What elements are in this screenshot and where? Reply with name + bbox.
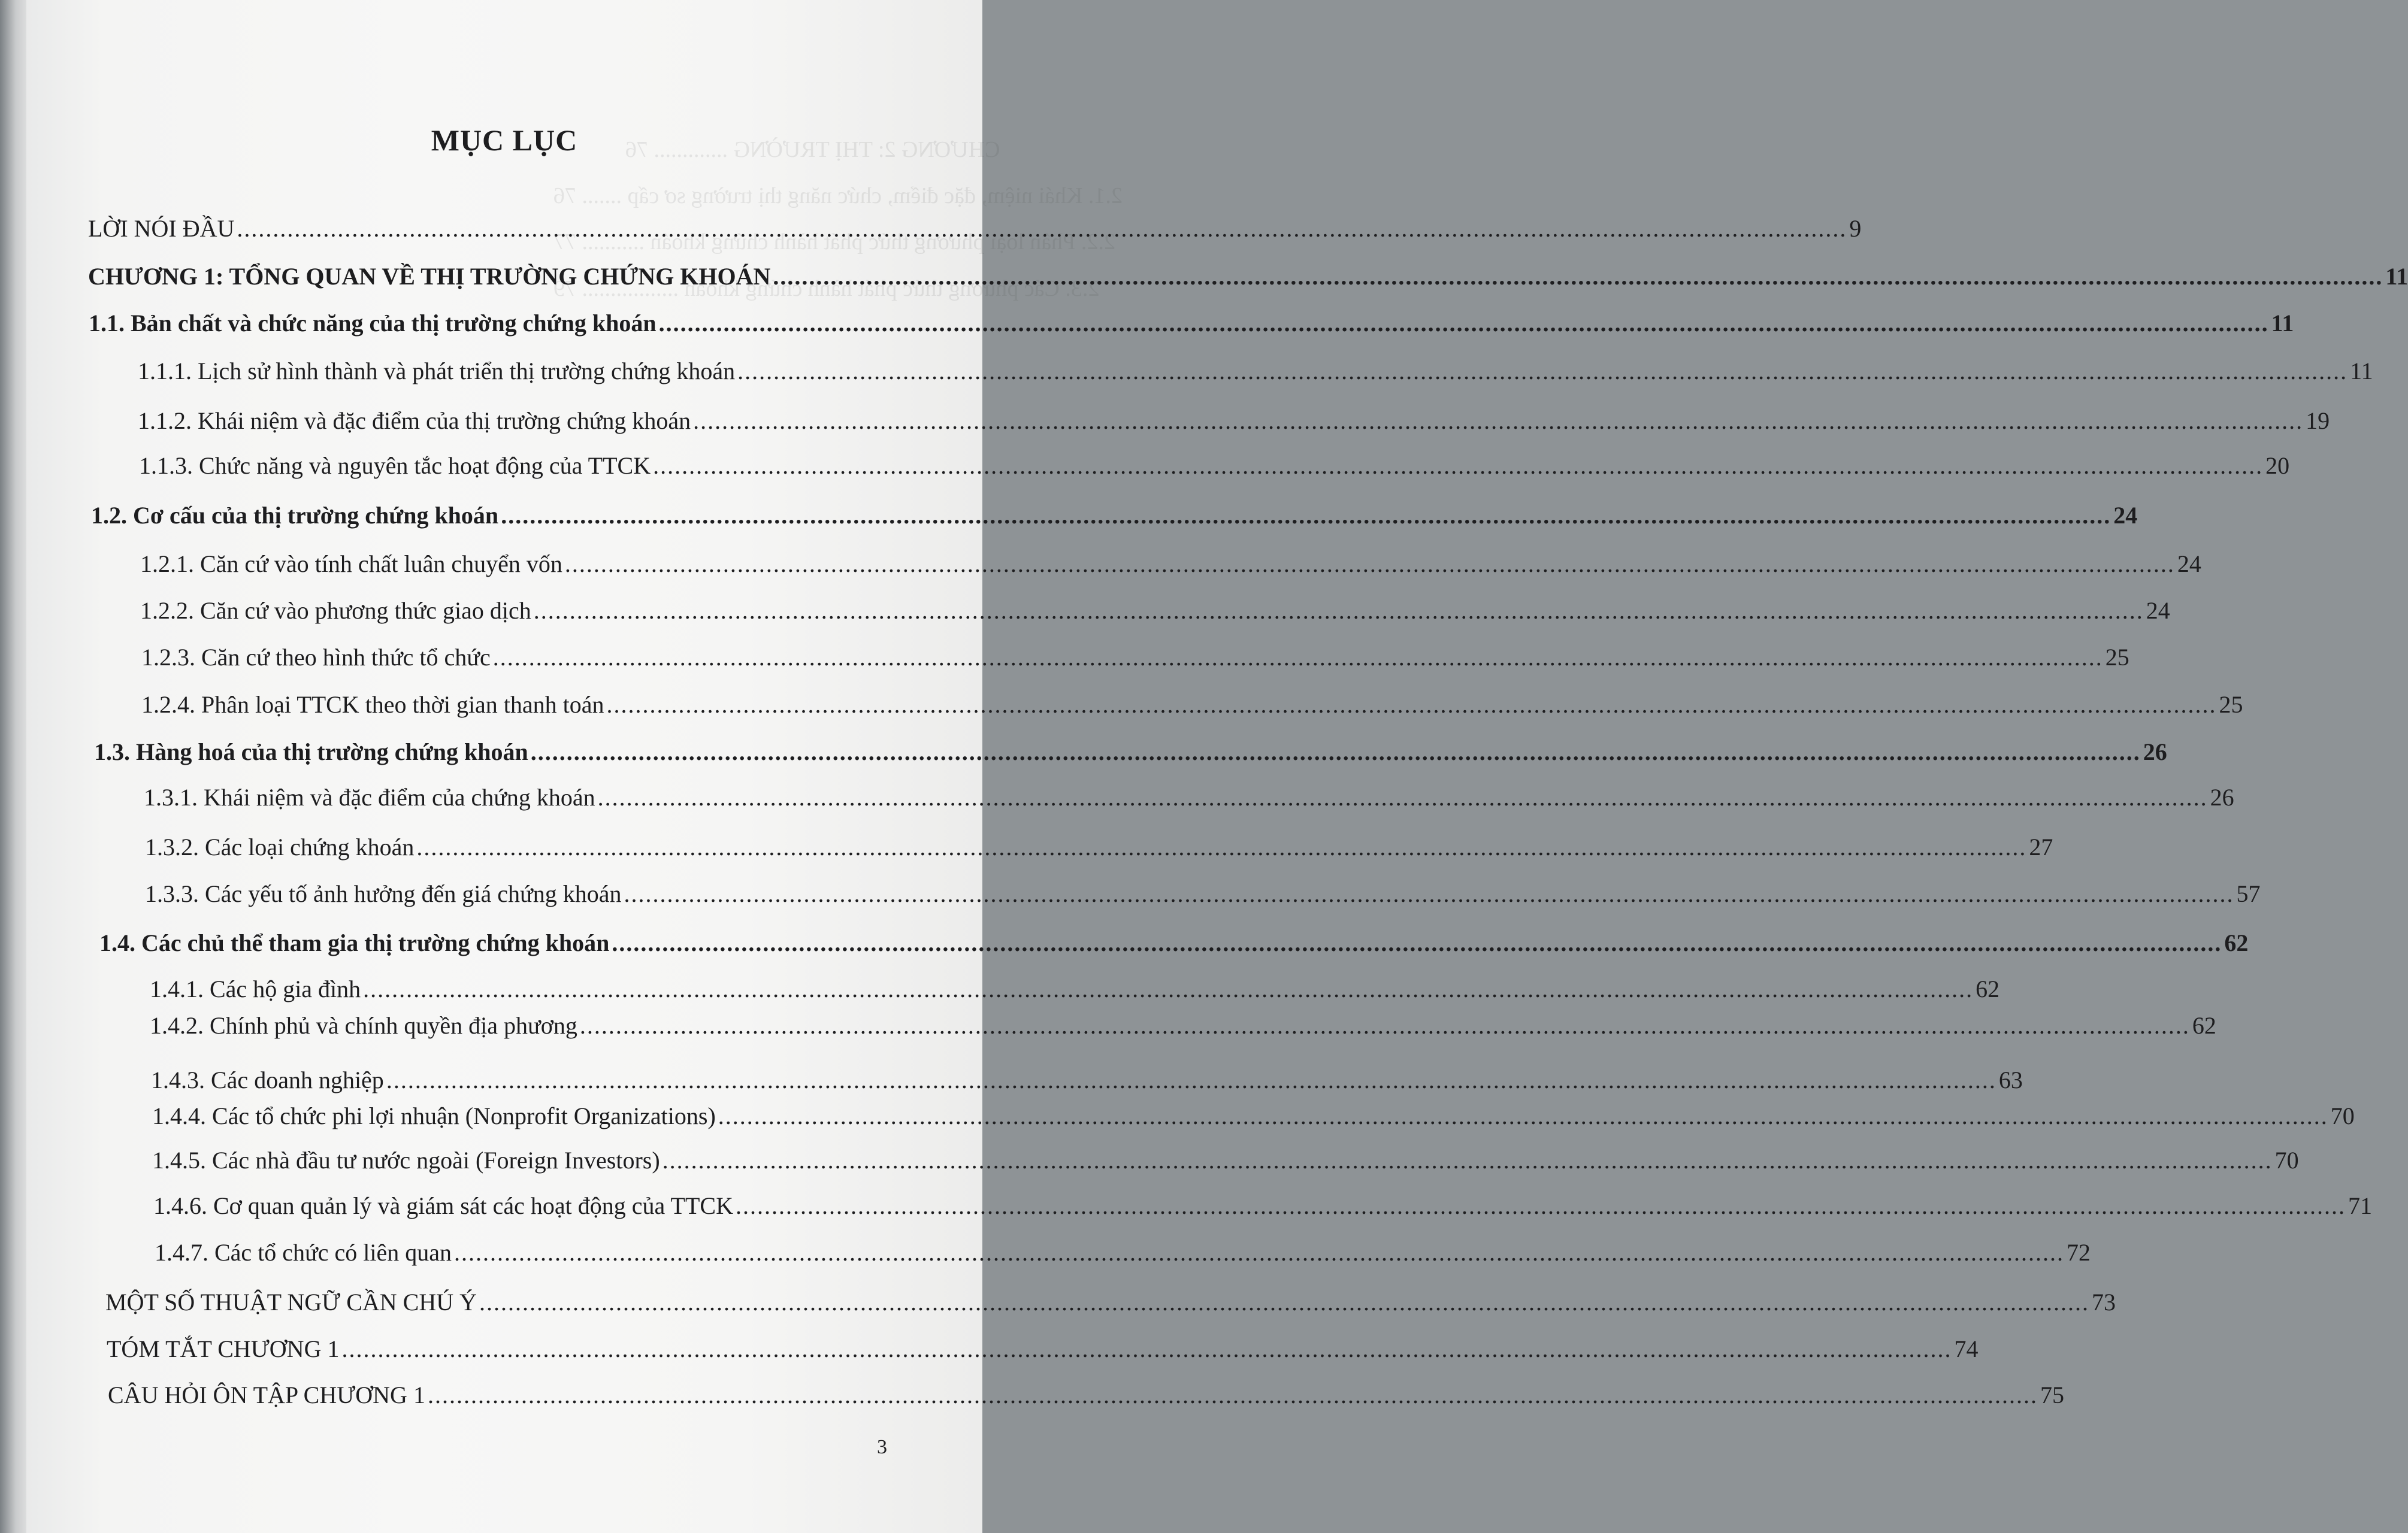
toc-entry — [152, 1102, 2355, 1129]
dot-leader — [598, 786, 2208, 810]
dot-leader — [693, 409, 2303, 433]
toc-entry-title: 1.1.2. Khái niệm và đặc điểm của thị trường chứng khoán — [138, 407, 691, 434]
dot-leader — [363, 977, 1973, 1001]
dot-leader — [428, 1383, 2038, 1407]
toc-entry-title: 1.2.2. Căn cứ vào phương thức giao dịch — [140, 597, 531, 624]
toc-entry-title: 1.4.1. Các hộ gia đình — [150, 975, 361, 1002]
toc-entry — [108, 1381, 2064, 1408]
toc-entry-title: 1.4.3. Các doanh nghiệp — [151, 1067, 384, 1093]
dot-leader — [607, 693, 2217, 717]
toc-entry-page: 75 — [2040, 1381, 2064, 1408]
toc-entry-page: 11 — [2350, 358, 2373, 384]
dot-leader — [341, 1337, 1952, 1361]
bleed-through-decoration: 2.2. Phân loại phương thức phát hành chứng khoán ........... 77 — [553, 229, 1115, 255]
toc-entry — [140, 550, 2201, 577]
toc-entry-title: 1.2.4. Phân loại TTCK theo thời gian thanh toán — [141, 691, 604, 718]
dot-leader — [624, 882, 2234, 906]
page-number: 3 — [877, 1436, 887, 1458]
dot-leader — [565, 552, 2175, 576]
toc-entry-title: 1.2.3. Căn cứ theo hình thức tổ chức — [141, 644, 491, 671]
dot-leader — [580, 1014, 2190, 1038]
toc-entry-title: CHƯƠNG 1: TỔNG QUAN VỀ THỊ TRƯỜNG CHỨNG KHOÁN — [88, 263, 771, 290]
toc-entry-title: LỜI NÓI ĐẦU — [88, 215, 235, 242]
toc-entry-page: 19 — [2306, 407, 2330, 434]
toc-entry — [141, 644, 2129, 671]
bleed-through-decoration: 2.1. Khái niệm, đặc điểm, chức năng thị trường sơ cấp ....... 76 — [553, 183, 1123, 208]
dot-leader — [737, 359, 2348, 383]
toc-entry — [140, 597, 2170, 624]
dot-leader — [454, 1241, 2064, 1265]
toc-entry-page: 24 — [2113, 502, 2138, 529]
toc-entry — [89, 310, 2294, 337]
toc-entry-page: 20 — [2265, 452, 2290, 479]
toc-entry-title: TÓM TẮT CHƯƠNG 1 — [107, 1335, 340, 1362]
toc-entry-title: 1.1.1. Lịch sử hình thành và phát triển thị trường chứng khoán — [138, 358, 736, 384]
toc-entry-page: 24 — [2177, 550, 2201, 577]
toc-entry — [107, 1335, 1979, 1362]
document-page — [26, 0, 2408, 1533]
toc-entry — [150, 975, 2000, 1002]
toc-entry-page: 26 — [2143, 738, 2167, 765]
toc-entry — [145, 880, 2261, 907]
dot-leader — [386, 1068, 1996, 1092]
dot-leader — [773, 265, 2383, 289]
dot-leader — [653, 454, 2263, 478]
toc-entry — [138, 407, 2330, 434]
toc-entry-page: 62 — [1976, 975, 2000, 1002]
toc-entry-page: 24 — [2146, 597, 2170, 624]
toc-entry-title: CÂU HỎI ÔN TẬP CHƯƠNG 1 — [108, 1381, 425, 1408]
toc-entry — [152, 1147, 2299, 1174]
toc-entry-title: 1.4.7. Các tổ chức có liên quan — [155, 1239, 452, 1266]
toc-entry-title: 1.1. Bản chất và chức năng của thị trường chứng khoán — [89, 310, 657, 337]
toc-entry — [91, 502, 2138, 529]
dot-leader — [237, 217, 1847, 241]
toc-entry — [151, 1067, 2023, 1093]
toc-entry-page: 70 — [2274, 1147, 2299, 1174]
toc-entry-title: 1.3. Hàng hoá của thị trường chứng khoán — [94, 738, 528, 765]
dot-leader — [662, 1149, 2273, 1173]
toc-entry — [141, 691, 2243, 718]
toc-entry-page: 27 — [2029, 834, 2053, 861]
dot-leader — [612, 931, 2222, 955]
dot-leader — [718, 1104, 2328, 1128]
toc-entry — [138, 358, 2373, 384]
toc-entry-title: 1.4.5. Các nhà đầu tư nước ngoài (Foreign Investors) — [152, 1147, 660, 1174]
toc-entry-page: 25 — [2219, 691, 2243, 718]
toc-entry-title: 1.3.1. Khái niệm và đặc điểm của chứng khoán — [144, 784, 595, 811]
toc-entry-page: 63 — [1998, 1067, 2023, 1093]
dot-leader — [534, 599, 2144, 623]
dot-leader — [736, 1194, 2346, 1218]
dot-leader — [479, 1290, 2089, 1314]
toc-entry-title: 1.4.6. Cơ quan quản lý và giám sát các hoạt động của TTCK — [153, 1192, 733, 1219]
toc-entry-page: 74 — [1954, 1335, 1979, 1362]
toc-entry — [155, 1239, 2091, 1266]
toc-entry-page: 62 — [2224, 929, 2249, 956]
toc-entry-title: 1.2. Cơ cấu của thị trường chứng khoán — [91, 502, 499, 529]
toc-entry-page: 25 — [2105, 644, 2129, 671]
toc-entry — [94, 738, 2167, 765]
toc-entry — [153, 1192, 2372, 1219]
dot-leader — [659, 311, 2269, 335]
toc-entry-page: 9 — [1849, 215, 1862, 242]
toc-entry-page: 62 — [2192, 1012, 2216, 1039]
bleed-through-decoration: 2.3. Các phương thức phát hành chứng khoán ................. 79 — [553, 276, 1100, 301]
toc-entry-title: 1.2.1. Căn cứ vào tính chất luân chuyển vốn — [140, 550, 562, 577]
toc-entry-title: MỘT SỐ THUẬT NGỮ CẦN CHÚ Ý — [105, 1289, 477, 1316]
toc-entry-title: 1.4.4. Các tổ chức phi lợi nhuận (Nonprofit Organizations) — [152, 1102, 716, 1129]
dot-leader — [493, 646, 2103, 669]
dot-leader — [531, 740, 2141, 764]
dot-leader — [501, 504, 2111, 528]
toc-entry-page: 26 — [2210, 784, 2234, 811]
toc-entry-page: 70 — [2330, 1102, 2355, 1129]
toc-entry — [99, 929, 2249, 956]
bleed-through-decoration: CHƯƠNG 2: THỊ TRƯỜNG ............. 76 — [625, 137, 1000, 162]
toc-entry-page: 11 — [2385, 263, 2408, 290]
toc-entry-page: 71 — [2348, 1192, 2372, 1219]
page-title: MỤC LỤC — [431, 123, 578, 157]
toc-entry-page: 57 — [2236, 880, 2261, 907]
toc-entry-title: 1.3.2. Các loại chứng khoán — [145, 834, 415, 861]
toc-entry-title: 1.1.3. Chức năng và nguyên tắc hoạt động của TTCK — [139, 452, 651, 479]
toc-entry-page: 72 — [2066, 1239, 2091, 1266]
toc-entry-title: 1.3.3. Các yếu tố ảnh hưởng đến giá chứng khoán — [145, 880, 622, 907]
toc-entry-page: 11 — [2271, 310, 2294, 337]
toc-entry-page: 73 — [2091, 1289, 2116, 1316]
toc-entry-title: 1.4. Các chủ thể tham gia thị trường chứng khoán — [99, 929, 610, 956]
toc-entry — [139, 452, 2290, 479]
toc-entry-title: 1.4.2. Chính phủ và chính quyền địa phương — [150, 1012, 577, 1039]
toc-entry — [145, 834, 2053, 861]
toc-entry — [105, 1289, 2116, 1316]
page-edge — [0, 0, 26, 1533]
toc-entry — [150, 1012, 2216, 1039]
toc-entry — [144, 784, 2234, 811]
dot-leader — [416, 835, 2026, 859]
